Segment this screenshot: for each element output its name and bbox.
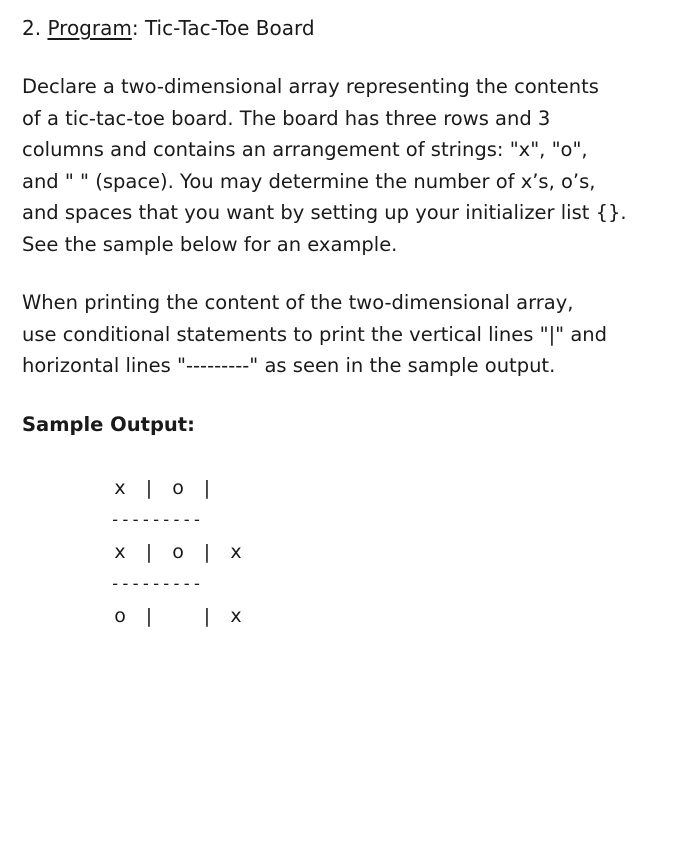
board-row — [110, 470, 211, 506]
board-cell: x — [114, 541, 126, 563]
paragraph-line: horizontal lines "---------" as seen in the sample output. — [22, 354, 556, 377]
paragraph-line: Declare a two-dimensional array representing the contents — [22, 75, 599, 98]
problem-heading — [22, 12, 682, 44]
board-row — [110, 534, 242, 570]
board-cell: o — [172, 541, 184, 563]
paragraph-line: of a tic-tac-toe board. The board has three rows and 3 — [22, 106, 551, 130]
paragraph-line: columns and contains an arrangement of strings: "x", "o", — [22, 138, 588, 161]
printing-paragraph — [22, 287, 682, 382]
board-cell: x — [230, 605, 242, 627]
sample-output-label: Sample Output: — [22, 412, 195, 436]
board-cell: o — [172, 477, 184, 499]
vertical-line: | — [203, 477, 211, 499]
board-cell: o — [114, 605, 126, 627]
sample-board — [110, 470, 242, 634]
program-label: Program — [47, 16, 132, 40]
document — [22, 12, 682, 441]
paragraph-line: and " " (space). You may determine the number of x’s, o’s, — [22, 169, 596, 193]
board-row — [110, 598, 242, 634]
vertical-line: | — [203, 605, 211, 627]
board-cell — [226, 470, 246, 506]
horizontal-line: --------- — [110, 510, 203, 530]
board-cell: x — [114, 477, 126, 499]
paragraph-line: and spaces that you want by setting up your initializer list {}. — [22, 201, 627, 224]
vertical-line: | — [203, 541, 211, 563]
instructions-paragraph — [22, 71, 682, 260]
paragraph-line: use conditional statements to print the vertical lines "|" and — [22, 322, 608, 346]
paragraph-line: See the sample below for an example. — [22, 232, 398, 256]
vertical-line: | — [145, 477, 153, 499]
vertical-line: | — [145, 541, 153, 563]
board-cell — [168, 598, 188, 634]
vertical-line: | — [145, 605, 153, 627]
paragraph-line: When printing the content of the two-dimensional array, — [22, 291, 574, 314]
board-cell: x — [230, 541, 242, 563]
horizontal-line: --------- — [110, 574, 203, 594]
problem-number: 2. — [22, 16, 48, 40]
problem-title: : Tic-Tac-Toe Board — [131, 16, 315, 40]
